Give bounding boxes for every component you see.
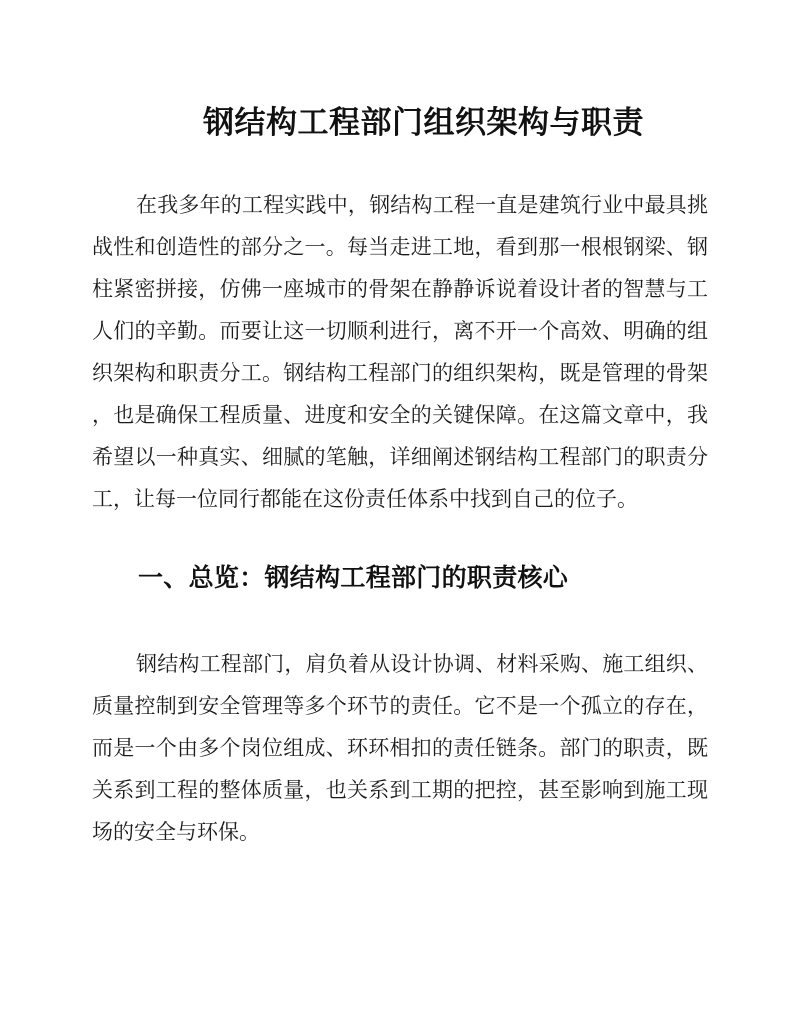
intro-paragraph — [92, 184, 708, 520]
text-line: 在我多年的工程实践中，钢结构工程一直是建筑行业中最具挑 — [136, 193, 708, 217]
document-title: 钢结构工程部门组织架构与职责 — [203, 105, 644, 140]
text-line: 柱紧密拼接，仿佛一座城市的骨架在静静诉说着设计者的智慧与工 — [92, 277, 708, 301]
section-paragraph — [92, 643, 708, 853]
text-line: 场的安全与环保。 — [92, 820, 260, 844]
text-line: 钢结构工程部门，肩负着从设计协调、材料采购、施工组织、 — [136, 652, 708, 676]
text-line: 战性和创造性的部分之一。每当走进工地，看到那一根根钢梁、钢 — [92, 235, 708, 259]
text-line: 而是一个由多个岗位组成、环环相扣的责任链条。部门的职责，既 — [92, 736, 708, 760]
text-line: 质量控制到安全管理等多个环节的责任。它不是一个孤立的存在， — [92, 694, 708, 718]
text-line: ，也是确保工程质量、进度和安全的关键保障。在这篇文章中，我 — [92, 403, 708, 427]
text-line: 关系到工程的整体质量，也关系到工期的把控，甚至影响到施工现 — [92, 778, 708, 802]
text-line: 人们的辛勤。而要让这一切顺利进行，离不开一个高效、明确的组 — [92, 319, 708, 343]
text-line: 织架构和职责分工。钢结构工程部门的组织架构，既是管理的骨架 — [92, 361, 708, 385]
section-heading: 一、总览：钢结构工程部门的职责核心 — [138, 564, 569, 592]
text-line: 希望以一种真实、细腻的笔触，详细阐述钢结构工程部门的职责分 — [92, 445, 708, 469]
text-line: 工，让每一位同行都能在这份责任体系中找到自己的位子。 — [92, 487, 638, 511]
